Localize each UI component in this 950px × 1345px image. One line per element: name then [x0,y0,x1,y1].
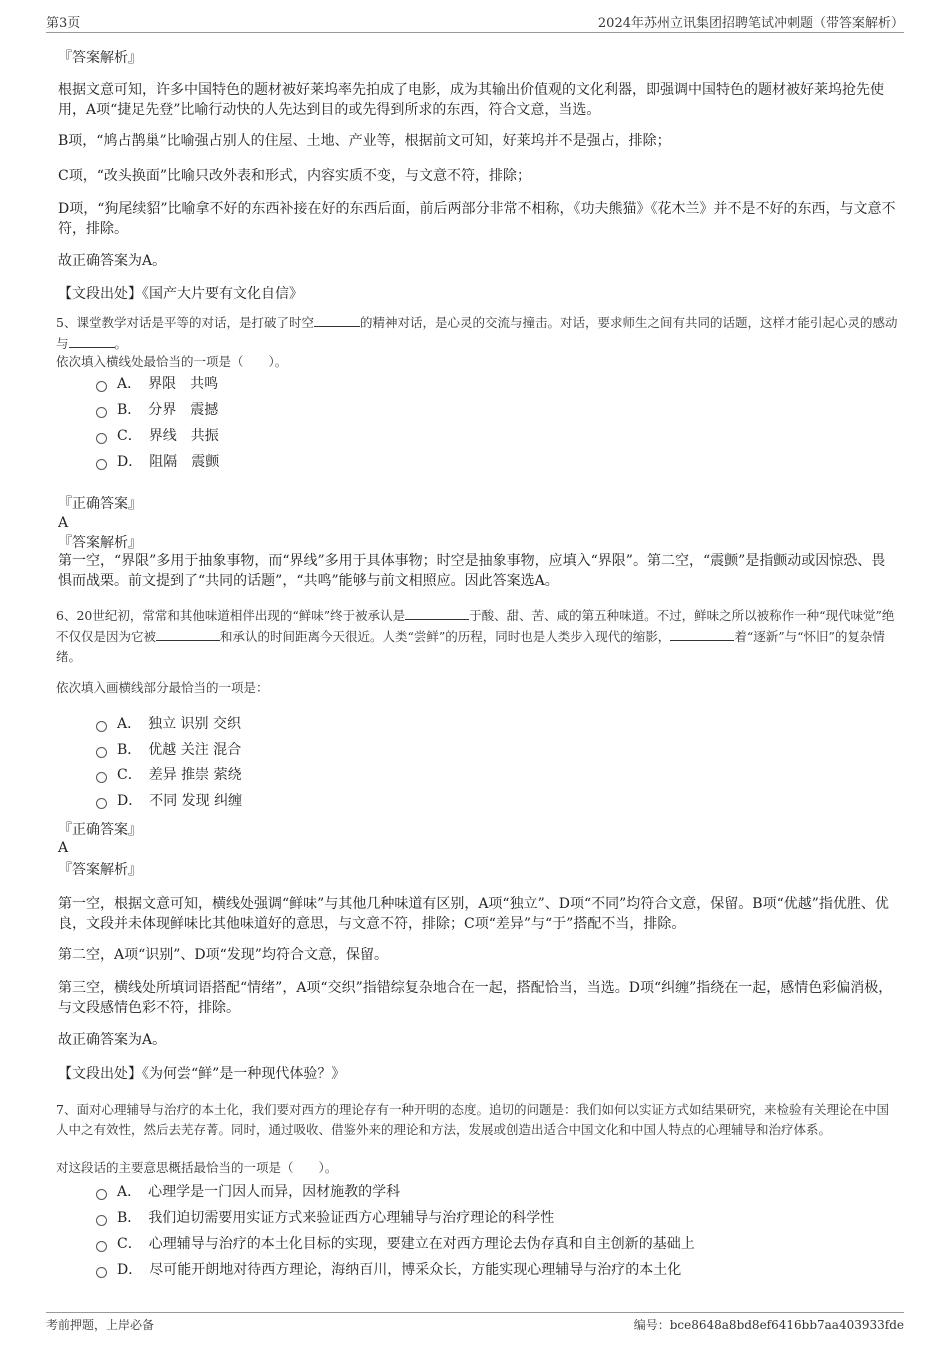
radio-icon[interactable] [96,1241,107,1252]
q5-analysis: 第一空，“界限”多用于抽象事物，而“界线”多用于具体事物；时空是抽象事物，应填入“界限”。第二空，“震颤”是指颤动或因惊恐、畏惧而战栗。前文提到了“共同的话题”，“共鸣”能够与前文相照应。因此答案选A。 [58,553,886,589]
q6-conclusion: 故正确答案为A。 [58,1032,167,1048]
q6-option-d[interactable]: D． 不同 发现 纠缠 [96,791,242,811]
radio-icon[interactable] [96,1267,107,1278]
page-number: 第3页 [46,16,81,31]
q5-stem: 5、课堂教学对话是平等的对话，是打破了时空 的精神对话，是心灵的交流与撞击。对话，要求师生之间有共同的话题，这样才能引起心灵的感动与 。 [56,312,898,354]
radio-icon[interactable] [96,721,107,732]
q6-blank-1 [405,605,469,620]
q4-conclusion: 故正确答案为A。 [58,253,167,269]
q6-option-a[interactable]: A． 独立 识别 交织 [96,714,241,734]
q6-option-b[interactable]: B． 优越 关注 混合 [96,740,241,760]
radio-icon[interactable] [96,772,107,783]
q6-blank-2 [156,626,220,641]
document-title: 2024年苏州立讯集团招聘笔试冲刺题（带答案解析） [597,16,904,31]
q6-analysis-label: 『答案解析』 [58,862,142,878]
q5-blank-2 [69,333,115,348]
q7-stem: 7、面对心理辅导与治疗的本土化，我们要对西方的理论存有一种开明的态度。追切的问题是：我们如何以实证方式如结果研究，来检验有关理论在中国人中之有效性，然后去芜存菁。同时，通过吸收、借鉴外来的理论和方法，发展或创造出适合中国文化和中国人特点的心理辅导和治疗体系。 [56,1102,889,1137]
q6-prompt: 依次填入画横线部分最恰当的一项是： [56,680,269,695]
q5-prompt: 依次填入横线处最恰当的一项是（ ）。 [56,354,288,369]
q7-prompt: 对这段话的主要意思概括最恰当的一项是（ ）。 [56,1160,338,1175]
q5-option-b[interactable]: B． 分界 震撼 [96,400,218,420]
radio-icon[interactable] [96,798,107,809]
q6-answer-label: 『正确答案』 [58,822,142,838]
q7-option-a[interactable]: A． 心理学是一门因人而异，因材施教的学科 [96,1182,400,1202]
footer-slogan: 考前押题，上岸必备 [46,1318,155,1332]
radio-icon[interactable] [96,381,107,392]
page-footer [46,1312,904,1332]
radio-icon[interactable] [96,747,107,758]
radio-icon[interactable] [96,1189,107,1200]
q6-analysis-p2: 第二空，A项“识别”、D项“发现”均符合文意，保留。 [58,947,388,963]
q4-analysis-p2: B项，“鸠占鹊巢”比喻强占别人的住屋、土地、产业等，根据前文可知，好莱坞并不是强占，排除； [58,133,671,149]
q7-option-b[interactable]: B． 我们迫切需要用实证方式来验证西方心理辅导与治疗理论的科学性 [96,1208,554,1228]
q7-option-c[interactable]: C． 心理辅导与治疗的本土化目标的实现，要建立在对西方理论去伪存真和自主创新的基础上 [96,1234,695,1254]
radio-icon[interactable] [96,433,107,444]
q4-analysis-label: 『答案解析』 [58,50,142,66]
q7-option-d[interactable]: D． 尽可能开朗地对待西方理论，海纳百川，博采众长，方能实现心理辅导与治疗的本土化 [96,1260,681,1280]
q5-analysis-label: 『答案解析』 [58,535,142,551]
radio-icon[interactable] [96,459,107,470]
q6-answer: A [58,840,69,856]
q4-analysis-p4: D项，“狗尾续貂”比喻拿不好的东西补接在好的东西后面，前后两部分非常不相称，《功夫熊猫》《花木兰》并不是不好的东西，与文意不符，排除。 [58,201,896,237]
q4-analysis-p3: C项，“改头换面”比喻只改外表和形式，内容实质不变，与文意不符，排除； [58,168,532,184]
footer-code: 编号：bce8648a8bd8ef6416bb7aa403933fde [633,1318,904,1332]
page-header [46,12,904,33]
q6-analysis-p1: 第一空，根据文意可知，横线处强调“鲜味”与其他几种味道有区别，A项“独立”、D项“不同”均符合文意，保留。B项“优越”指优胜、优良，文段并未体现鲜味比其他味道好的意思，与文意不符，排除；C项“差异”与“于”搭配不当，排除。 [58,896,889,932]
q4-source: 【文段出处】《国产大片要有文化自信》 [58,286,303,302]
q6-stem: 6、20世纪初，常常和其他味道相伴出现的“鲜味”终于被承认是 于酸、甜、苦、咸的第五种味道。不过，鲜味之所以被称作一种“现代味觉”绝不仅仅是因为它被 和承认的时间距离今天很近。人类“尝鲜”的历程，同时也是人类步入现代的缩影， 着“逐新”与“怀旧”的复杂情绪。 [56,605,898,667]
q6-analysis-p3: 第三空，横线处所填词语搭配“情绪”，A项“交织”指错综复杂地合在一起，搭配恰当，当选。D项“纠缠”指绕在一起，感情色彩偏消极，与文段感情色彩不符，排除。 [58,980,893,1016]
q6-source: 【文段出处】《为何尝“鲜”是一种现代体验？》 [58,1066,346,1082]
q5-answer-label: 『正确答案』 [58,496,142,512]
q6-blank-3 [670,626,734,641]
radio-icon[interactable] [96,407,107,418]
q5-option-a[interactable]: A． 界限 共鸣 [96,374,218,394]
q5-blank-1 [314,312,360,327]
q5-answer: A [58,515,69,531]
q4-analysis-p1: 根据文意可知，许多中国特色的题材被好莱坞率先拍成了电影，成为其输出价值观的文化利器，即强调中国特色的题材被好莱坞抢先使用，A项“捷足先登”比喻行动快的人先达到目的或先得到所求的东西，符合文意，当选。 [58,82,884,118]
q5-option-c[interactable]: C． 界线 共振 [96,426,219,446]
q6-option-c[interactable]: C． 差异 推崇 萦绕 [96,765,242,785]
radio-icon[interactable] [96,1215,107,1226]
q5-option-d[interactable]: D． 阻隔 震颤 [96,452,219,472]
